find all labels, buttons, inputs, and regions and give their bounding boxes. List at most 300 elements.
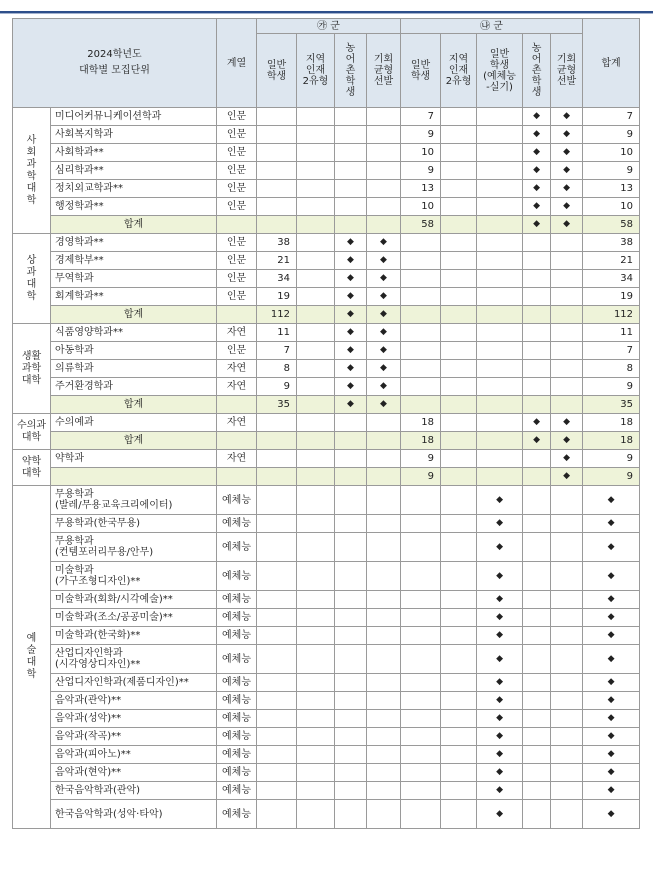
na-value-2 [477,108,523,126]
sum-na-value-4 [551,396,583,414]
track: 예체능 [217,609,257,627]
table-row [13,627,640,645]
ga-value-3 [367,450,401,468]
row-total: ◆ [583,609,640,627]
ga-value-1 [297,486,335,515]
sum-ga-value-0 [257,216,297,234]
track: 인문 [217,288,257,306]
table-row [13,342,640,360]
table-row [13,144,640,162]
header-group-ga: ㉮ 군 [257,19,401,34]
sum-ga-value-2 [335,216,367,234]
ga-value-0 [257,692,297,710]
dept-name: 한국음악학과(성악·타악) [51,800,217,829]
row-total: 9 [583,450,640,468]
track: 예체능 [217,728,257,746]
ga-value-0: 9 [257,378,297,396]
table-row [13,764,640,782]
header-na-col-0: 일반 학생 [401,34,441,108]
na-value-0 [401,378,441,396]
na-value-4: ◆ [551,108,583,126]
sum-total: 35 [583,396,640,414]
na-value-1 [441,710,477,728]
ga-value-0: 38 [257,234,297,252]
track: 예체능 [217,627,257,645]
na-value-2 [477,234,523,252]
row-total: ◆ [583,728,640,746]
table-row [13,692,640,710]
track: 예체능 [217,591,257,609]
na-value-4 [551,591,583,609]
ga-value-0 [257,800,297,829]
na-value-2 [477,252,523,270]
ga-value-2 [335,414,367,432]
na-value-1 [441,144,477,162]
ga-value-2: ◆ [335,288,367,306]
header-title-line2: 대학별 모집단위 [79,65,150,76]
na-value-3: ◆ [523,144,551,162]
na-value-3 [523,360,551,378]
ga-value-1 [297,180,335,198]
dept-name: 회계학과** [51,288,217,306]
na-value-0: 18 [401,414,441,432]
na-value-4 [551,645,583,674]
ga-value-2 [335,562,367,591]
sum-na-value-3: ◆ [523,216,551,234]
track: 예체능 [217,533,257,562]
dept-name: 미술학과(조소/공공미술)** [51,609,217,627]
na-value-2: ◆ [477,746,523,764]
ga-value-3 [367,486,401,515]
na-value-0 [401,627,441,645]
dept-name: 경영학과** [51,234,217,252]
row-total: 13 [583,180,640,198]
na-value-2 [477,342,523,360]
na-value-4 [551,562,583,591]
na-value-4 [551,515,583,533]
na-value-0 [401,591,441,609]
row-total: ◆ [583,533,640,562]
ga-value-2: ◆ [335,324,367,342]
sum-ga-value-2: ◆ [335,396,367,414]
row-total: ◆ [583,591,640,609]
header-na-col-4: 기회 균형 선발 [551,34,583,108]
na-value-3 [523,533,551,562]
sum-na-value-3 [523,468,551,486]
ga-value-3: ◆ [367,252,401,270]
ga-value-3 [367,710,401,728]
header-ga-col-2: 농 어 촌 학 생 [335,34,367,108]
track: 예체능 [217,515,257,533]
track: 인문 [217,162,257,180]
row-total: ◆ [583,764,640,782]
ga-value-0 [257,126,297,144]
na-value-1 [441,252,477,270]
header-na-col-3: 농 어 촌 학 생 [523,34,551,108]
ga-value-0 [257,180,297,198]
na-value-4 [551,710,583,728]
ga-value-3 [367,609,401,627]
ga-value-3 [367,645,401,674]
na-value-3 [523,782,551,800]
row-total: 7 [583,342,640,360]
row-total: 7 [583,108,640,126]
na-value-0 [401,288,441,306]
ga-value-1 [297,627,335,645]
track: 자연 [217,414,257,432]
ga-value-3 [367,198,401,216]
ga-value-3 [367,692,401,710]
na-value-3 [523,645,551,674]
sum-na-value-1 [441,216,477,234]
track: 예체능 [217,486,257,515]
ga-value-1 [297,562,335,591]
ga-value-3: ◆ [367,360,401,378]
track: 예체능 [217,764,257,782]
sum-na-value-4: ◆ [551,432,583,450]
na-value-1 [441,360,477,378]
ga-value-1 [297,324,335,342]
track: 인문 [217,342,257,360]
ga-value-0 [257,515,297,533]
dept-name: 산업디자인학과(제품디자인)** [51,674,217,692]
table-row [13,782,640,800]
ga-value-3 [367,800,401,829]
na-value-1 [441,342,477,360]
table-row [13,270,640,288]
sum-na-value-3: ◆ [523,432,551,450]
ga-value-0: 34 [257,270,297,288]
na-value-0 [401,324,441,342]
track: 예체능 [217,800,257,829]
sum-na-value-4: ◆ [551,216,583,234]
sum-track [217,396,257,414]
ga-value-3 [367,782,401,800]
na-value-1 [441,782,477,800]
ga-value-2: ◆ [335,342,367,360]
row-total: 9 [583,162,640,180]
ga-value-3: ◆ [367,288,401,306]
ga-value-1 [297,414,335,432]
na-value-3 [523,515,551,533]
ga-value-0 [257,645,297,674]
na-value-0 [401,360,441,378]
na-value-1 [441,198,477,216]
ga-value-1 [297,800,335,829]
college-name: 수의과 대학 [13,414,51,450]
na-value-2 [477,198,523,216]
sum-ga-value-1 [297,432,335,450]
na-value-1 [441,515,477,533]
na-value-4: ◆ [551,144,583,162]
ga-value-2 [335,764,367,782]
ga-value-2 [335,108,367,126]
ga-value-1 [297,728,335,746]
na-value-0 [401,645,441,674]
table-row [13,486,640,515]
college-name: 상 과 대 학 [13,234,51,324]
track: 예체능 [217,710,257,728]
sum-na-value-2 [477,306,523,324]
sum-label: 합계 [51,396,217,414]
ga-value-2 [335,609,367,627]
ga-value-1 [297,144,335,162]
na-value-2: ◆ [477,609,523,627]
ga-value-1 [297,515,335,533]
sum-ga-value-1 [297,306,335,324]
ga-value-1 [297,645,335,674]
track: 자연 [217,324,257,342]
na-value-4 [551,533,583,562]
na-value-2 [477,144,523,162]
sum-row [13,468,640,486]
dept-name: 음악과(작곡)** [51,728,217,746]
ga-value-1 [297,198,335,216]
sum-na-value-3 [523,306,551,324]
sum-na-value-2 [477,432,523,450]
track: 예체능 [217,562,257,591]
ga-value-2 [335,746,367,764]
na-value-4 [551,324,583,342]
sum-total: 58 [583,216,640,234]
ga-value-3: ◆ [367,378,401,396]
dept-name: 무역학과 [51,270,217,288]
sum-na-value-0: 18 [401,432,441,450]
ga-value-0: 8 [257,360,297,378]
dept-name: 무용학과(한국무용) [51,515,217,533]
ga-value-1 [297,342,335,360]
row-total: ◆ [583,674,640,692]
na-value-2: ◆ [477,515,523,533]
ga-value-1 [297,609,335,627]
na-value-3 [523,746,551,764]
ga-value-2 [335,645,367,674]
ga-value-2 [335,627,367,645]
dept-name: 음악과(관악)** [51,692,217,710]
na-value-2: ◆ [477,486,523,515]
sum-ga-value-2 [335,432,367,450]
na-value-2: ◆ [477,533,523,562]
dept-name: 음악과(성악)** [51,710,217,728]
header-title-line1: 2024학년도 [87,49,142,60]
na-value-3: ◆ [523,180,551,198]
na-value-3: ◆ [523,126,551,144]
sum-ga-value-2 [335,468,367,486]
ga-value-2 [335,450,367,468]
na-value-2: ◆ [477,562,523,591]
header-title [13,19,217,108]
na-value-3 [523,324,551,342]
sum-ga-value-3: ◆ [367,396,401,414]
na-value-2 [477,450,523,468]
na-value-2 [477,180,523,198]
sum-na-value-3 [523,396,551,414]
na-value-2 [477,324,523,342]
na-value-2: ◆ [477,710,523,728]
header-track: 계열 [217,19,257,108]
na-value-0: 13 [401,180,441,198]
track: 인문 [217,180,257,198]
ga-value-0 [257,627,297,645]
na-value-3 [523,591,551,609]
row-total: 21 [583,252,640,270]
ga-value-2: ◆ [335,234,367,252]
row-total: 38 [583,234,640,252]
row-total: 9 [583,378,640,396]
na-value-0: 9 [401,162,441,180]
row-total: ◆ [583,562,640,591]
na-value-4 [551,234,583,252]
ga-value-0 [257,162,297,180]
na-value-4: ◆ [551,198,583,216]
table-row [13,360,640,378]
ga-value-0: 11 [257,324,297,342]
row-total: 10 [583,144,640,162]
ga-value-1 [297,360,335,378]
ga-value-2 [335,533,367,562]
na-value-3 [523,692,551,710]
na-value-1 [441,288,477,306]
dept-name: 미술학과(회화/시각예술)** [51,591,217,609]
ga-value-0: 21 [257,252,297,270]
row-total: ◆ [583,627,640,645]
row-total: 11 [583,324,640,342]
na-value-4 [551,782,583,800]
ga-value-1 [297,692,335,710]
track: 자연 [217,450,257,468]
na-value-4 [551,800,583,829]
ga-value-1 [297,674,335,692]
ga-value-0 [257,198,297,216]
na-value-4 [551,342,583,360]
na-value-1 [441,108,477,126]
row-total: ◆ [583,800,640,829]
na-value-0 [401,486,441,515]
header-group-na: ㉯ 군 [401,19,583,34]
ga-value-1 [297,252,335,270]
ga-value-3 [367,414,401,432]
sum-label: 합계 [51,432,217,450]
sum-ga-value-3 [367,216,401,234]
na-value-0 [401,252,441,270]
na-value-4 [551,674,583,692]
na-value-4 [551,270,583,288]
ga-value-0 [257,746,297,764]
table-row [13,180,640,198]
dept-name: 식품영양학과** [51,324,217,342]
ga-value-2 [335,486,367,515]
dept-name: 미디어커뮤니케이션학과 [51,108,217,126]
track: 인문 [217,252,257,270]
ga-value-1 [297,108,335,126]
sum-ga-value-0: 35 [257,396,297,414]
row-total: 10 [583,198,640,216]
na-value-0 [401,764,441,782]
sum-ga-value-0: 112 [257,306,297,324]
ga-value-2: ◆ [335,360,367,378]
sum-track [217,468,257,486]
na-value-2: ◆ [477,591,523,609]
table-row [13,234,640,252]
table-row [13,162,640,180]
table-row [13,108,640,126]
ga-value-0 [257,144,297,162]
ga-value-3 [367,562,401,591]
ga-value-0: 19 [257,288,297,306]
dept-name: 음악과(현악)** [51,764,217,782]
row-total: 34 [583,270,640,288]
na-value-3 [523,800,551,829]
sum-total: 9 [583,468,640,486]
sum-track [217,306,257,324]
ga-value-3 [367,108,401,126]
row-total: ◆ [583,782,640,800]
na-value-4 [551,288,583,306]
row-total: 8 [583,360,640,378]
row-total: ◆ [583,692,640,710]
na-value-1 [441,378,477,396]
ga-value-3 [367,515,401,533]
ga-value-2 [335,591,367,609]
na-value-0 [401,342,441,360]
na-value-3 [523,486,551,515]
na-value-2: ◆ [477,782,523,800]
track: 예체능 [217,674,257,692]
na-value-3 [523,764,551,782]
ga-value-2 [335,162,367,180]
ga-value-1 [297,533,335,562]
dept-name: 무용학과 (발레/무용교육크리에이터) [51,486,217,515]
na-value-4 [551,360,583,378]
table-row [13,728,640,746]
na-value-4 [551,378,583,396]
ga-value-1 [297,450,335,468]
header-ga-col-1: 지역 인재 2유형 [297,34,335,108]
table-row [13,609,640,627]
ga-value-3 [367,162,401,180]
ga-value-3: ◆ [367,324,401,342]
college-name: 생활 과학 대학 [13,324,51,414]
sum-na-value-0: 9 [401,468,441,486]
sum-label [51,468,217,486]
ga-value-1 [297,710,335,728]
ga-value-2 [335,515,367,533]
table-row [13,414,640,432]
na-value-3 [523,710,551,728]
na-value-3 [523,342,551,360]
na-value-1 [441,764,477,782]
na-value-1 [441,324,477,342]
track: 인문 [217,234,257,252]
ga-value-1 [297,378,335,396]
ga-value-3 [367,746,401,764]
sum-ga-value-2: ◆ [335,306,367,324]
table-row [13,645,640,674]
ga-value-0 [257,728,297,746]
ga-value-1 [297,782,335,800]
na-value-1 [441,486,477,515]
dept-name: 행정학과** [51,198,217,216]
ga-value-2: ◆ [335,378,367,396]
na-value-4 [551,764,583,782]
ga-value-1 [297,234,335,252]
header-ga-col-3: 기회 균형 선발 [367,34,401,108]
na-value-2 [477,126,523,144]
na-value-2 [477,360,523,378]
na-value-2 [477,270,523,288]
na-value-0: 7 [401,108,441,126]
ga-value-1 [297,746,335,764]
